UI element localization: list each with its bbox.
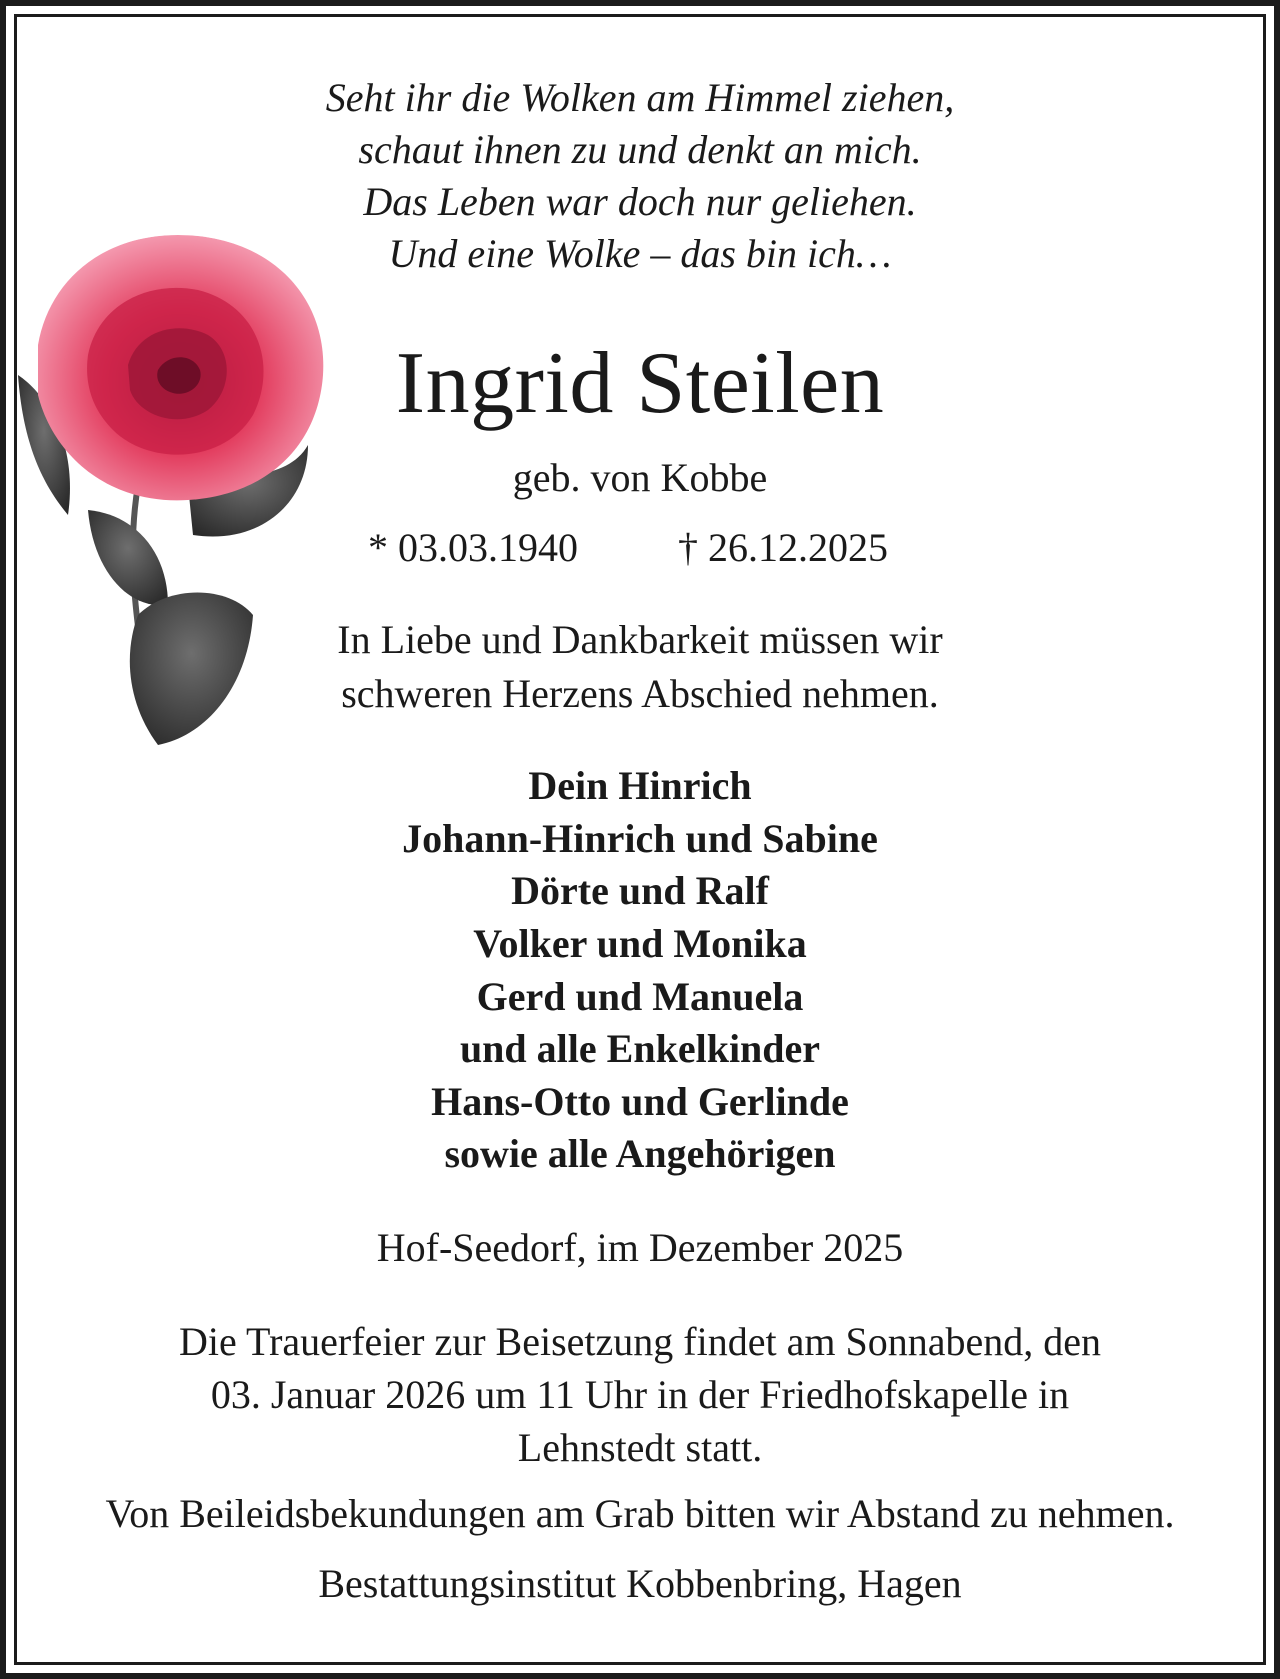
poem-line: Und eine Wolke – das bin ich… [388, 231, 892, 276]
poem-line: Seht ihr die Wolken am Himmel ziehen, [325, 75, 955, 120]
death-date: † 26.12.2025 [678, 525, 888, 570]
mourner-line: Volker und Monika [473, 921, 807, 966]
mourner-line: sowie alle Angehörigen [444, 1131, 836, 1176]
place-date: Hof-Seedorf, im Dezember 2025 [376, 1225, 904, 1270]
mourner-line: Hans-Otto und Gerlinde [431, 1079, 849, 1124]
mourner-line: Dein Hinrich [528, 763, 752, 808]
condolence-request: Von Beileidsbekundungen am Grab bitten wir Abstand zu nehmen. [105, 1491, 1175, 1536]
intro-line: In Liebe und Dankbarkeit müssen wir [337, 617, 943, 662]
poem-line: Das Leben war doch nur geliehen. [363, 179, 917, 224]
service-line: 03. Januar 2026 um 11 Uhr in der Friedhofskapelle in [210, 1372, 1070, 1417]
deceased-name: Ingrid Steilen [395, 335, 885, 432]
maiden-name: geb. von Kobbe [512, 455, 768, 500]
mourner-line: Gerd und Manuela [476, 974, 804, 1019]
service-line: Die Trauerfeier zur Beisetzung findet am Sonnabend, den [179, 1319, 1101, 1364]
service-line: Lehnstedt statt. [517, 1425, 763, 1470]
birth-date: * 03.03.1940 [368, 525, 578, 570]
mourner-line: und alle Enkelkinder [459, 1026, 821, 1071]
mourner-line: Dörte und Ralf [511, 868, 769, 913]
mourner-line: Johann-Hinrich und Sabine [402, 816, 878, 861]
poem-line: schaut ihnen zu und denkt an mich. [358, 127, 922, 172]
undertaker: Bestattungsinstitut Kobbenbring, Hagen [318, 1561, 962, 1606]
intro-line: schweren Herzens Abschied nehmen. [341, 671, 939, 716]
